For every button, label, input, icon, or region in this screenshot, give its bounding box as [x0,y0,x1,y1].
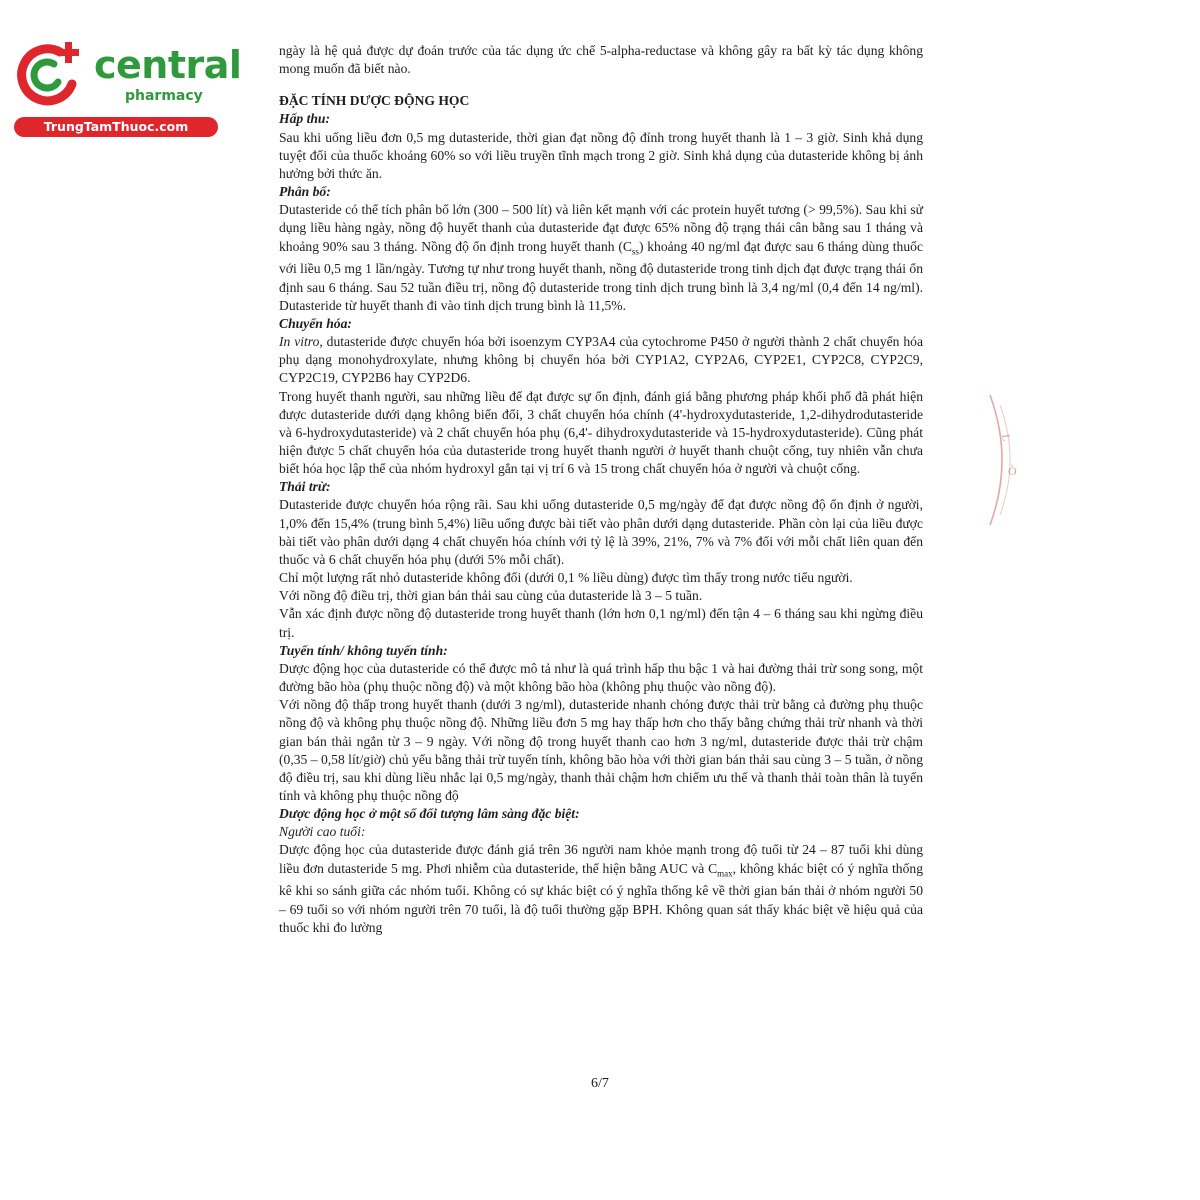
cmax-subscript: max [717,868,733,879]
metabolism-paragraph-2: Trong huyết thanh người, sau những liều để đạt được sự ổn định, đánh giá bằng phương pháp khối phổ đã phát hiện được dutasteride dưới dạng không biến đổi, 3 chất chuyển hóa chính (4'-hydroxydutasteride, 1,2-dihydrodutasteride và 6-hydroxydutasteride) và 2 chất chuyển hóa phụ (6,4'- dihydroxydutasteride và 15-hydroxydutasteride). Cũng phát hiện được 5 chất chuyển hóa của dutasteride trong huyết thanh người ở huyết thanh chuột cống, tuy nhiên vẫn chưa biết hóa học lập thể của nhóm hydroxyl gắn tại vị trí 6 và 15 trong chất chuyển hóa ở người và chuột cống. [279,388,923,477]
red-stamp-fragment [980,395,1040,525]
intro-paragraph: ngày là hệ quả được dự đoán trước của tác dụng ức chế 5-alpha-reductase và không gây ra bất kỳ tác dụng không mong muốn đã biết nào. [279,43,923,77]
elimination-paragraph-3: Với nồng độ điều trị, thời gian bán thải sau cùng của dutasteride là 3 – 5 tuần. [279,588,703,604]
linearity-paragraph-1: Dược động học của dutasteride có thể được mô tả như là quá trình hấp thu bậc 1 và hai đường thải trừ song song, một đường bão hòa (phụ thuộc nồng độ) và một không bão hòa (không phụ thuộc vào nồng độ). [279,660,923,695]
svg-text:Ò: Ò [1008,464,1017,478]
elimination-paragraph-4: Vẫn xác định được nồng độ dutasteride trong huyết thanh (lớn hơn 0,1 ng/ml) đến tận 4 – 6 tháng sau khi ngừng điều trị. [279,606,923,640]
elimination-paragraph-2: Chỉ một lượng rất nhỏ dutasteride không đổi (dưới 0,1 % liều dùng) được tìm thấy trong nước tiểu người. [279,570,853,586]
section-title: ĐẶC TÍNH DƯỢC ĐỘNG HỌC [279,93,470,109]
document-body [279,42,923,937]
page-number: 6/7 [591,1076,609,1091]
absorption-paragraph: Sau khi uống liều đơn 0,5 mg dutasteride, thời gian đạt nồng độ đỉnh trong huyết thanh là 1 – 3 giờ. Sinh khả dụng tuyệt đối của thuốc khoảng 60% so với liều truyền tĩnh mạch trong 2 giờ. Sinh khả dụng của dutasteride không bị ảnh hưởng bởi thức ăn. [279,129,923,181]
css-subscript: ss [631,246,639,257]
elderly-heading: Người cao tuổi: [279,824,366,840]
metabolism-heading: Chuyển hóa: [279,315,352,331]
linearity-heading: Tuyến tính/ không tuyến tính: [279,642,448,658]
elimination-paragraph-1: Dutasteride được chuyển hóa rộng rãi. Sau khi uống dutasteride 0,5 mg/ngày để đạt được nồng độ ổn định ở người, 1,0% đến 15,4% (trung bình 5,4%) liều uống được bài tiết vào phân dưới dạng dutasteride. Phần còn lại của liều được bài tiết vào phân dưới dạng 4 chất chuyển hóa chính với tỷ lệ là 39%, 21%, 7% và 7% đối với mỗi chất liên quan đến thuốc và 6 chất chuyển hóa phụ (dưới 5% mỗi chất). [279,497,923,567]
elderly-paragraph: Dược động học của dutasteride được đánh giá trên 36 người nam khỏe mạnh trong độ tuổi từ 24 – 87 tuổi khi dùng liều đơn dutasteride 5 mg. Phơi nhiễm của dutasteride, thể hiện bằng AUC và $C_{max}$, không khác biệt có ý nghĩa thống kê khi so sánh giữa các nhóm tuổi. Không có sự khác biệt có ý nghĩa thống kê về thời gian bán thải ở nhóm người 50 – 69 tuổi so với nhóm người trên 70 tuổi, là độ tuổi thường gặp BPH. Không quan sát thấy khác biệt về hiệu quả của thuốc khi đo lường [279,842,923,935]
central-pharmacy-logo [8,34,242,144]
pharmacy-cross-icon [14,38,84,108]
special-populations-heading: Dược động học ở một số đối tượng lâm sàng đặc biệt: [279,806,580,822]
elimination-heading: Thải trừ: [279,479,331,495]
logo-brand-text: central [94,43,242,87]
distribution-heading: Phân bố: [279,184,331,200]
linearity-paragraph-2: Với nồng độ thấp trong huyết thanh (dưới 3 ng/ml), dutasteride nhanh chóng được thải trừ bằng cả đường phụ thuộc nồng độ và không phụ thuộc nồng độ. Những liều đơn 5 mg hay thấp hơn cho thấy bằng chứng thải trừ nhanh và thời gian bán thải ngắn từ 3 – 9 ngày. Với nồng độ trong huyết thanh cao hơn 3 ng/ml, dutasteride được thải trừ chậm (0,35 – 0,58 lít/giờ) chủ yếu bằng thải trừ tuyến tính, không bão hòa với thời gian bán thải sau cùng 3 – 5 tuần, ở nồng độ điều trị, sau khi dùng liều nhắc lại 0,5 mg/ngày, thanh thải chậm hơn chiếm ưu thế và thanh thải toàn thân là tuyến tính và không phụ thuộc nồng độ [279,697,923,803]
in-vitro-text: In vitro [279,334,320,350]
distribution-paragraph: Dutasteride có thể tích phân bố lớn (300 – 500 lít) và liên kết mạnh với các protein huyết tương (> 99,5%). Sau khi sử dụng liều hàng ngày, nồng độ huyết thanh của dutasteride đạt được 65% nồng độ trạng thái cân bằng sau 1 tháng và khoảng 90% sau 3 tháng. Nồng độ ổn định trong huyết thanh $(C_{ss})$ khoảng 40 ng/ml đạt được sau 6 tháng dùng thuốc với liều 0,5 mg 1 lần/ngày. Tương tự như trong huyết thanh, nồng độ dutasteride trong tinh dịch đạt được trạng thái ổn định sau 6 tháng. Sau 52 tuần điều trị, nồng độ dutasteride trong tinh dịch trung bình là 3,4 ng/ml (0,4 đến 14 ng/ml). Dutasteride từ huyết thanh đi vào tinh dịch trung bình là 11,5%. [279,202,923,313]
metabolism-paragraph-1: In vitro, dutasteride được chuyển hóa bởi isoenzym CYP3A4 của cytochrome P450 ở người thành 2 chất chuyển hóa phụ dạng monohydroxylate, nhưng không bị chuyển hóa bởi CYP1A2, CYP2A6, CYP2E1, CYP2C8, CYP2C9, CYP2C19, CYP2B6 hay CYP2D6. [279,334,923,386]
absorption-heading: Hấp thu: [279,111,330,127]
logo-sub-text: pharmacy [125,88,203,104]
logo-website-badge: TrungTamThuoc.com [14,117,218,137]
svg-text:L: L [999,433,1013,443]
